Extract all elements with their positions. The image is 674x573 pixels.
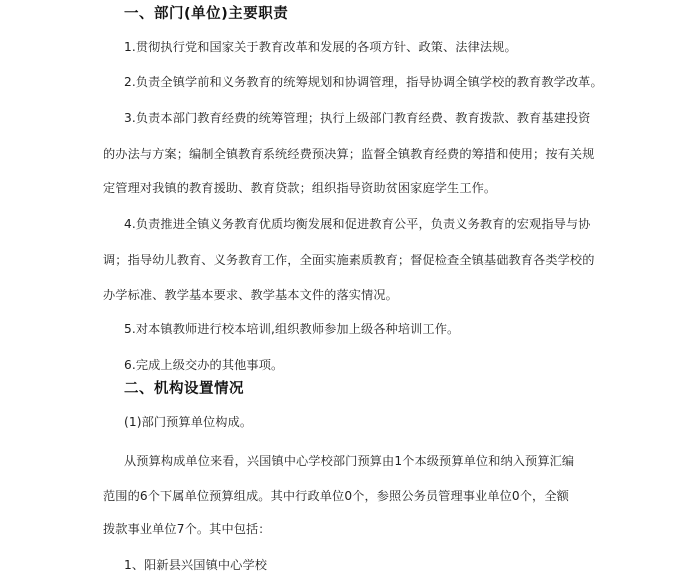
duty-item-2: 2.负责全镇学前和义务教育的统筹规划和协调管理，指导协调全镇学校的教育教学改革。 [124, 75, 603, 89]
duty-item-4-line-1: 4.负责推进全镇义务教育优质均衡发展和促进教育公平，负责义务教育的宏观指导与协 [124, 217, 591, 231]
duty-item-3-line-3: 定管理对我镇的教育援助、教育贷款；组织指导资助贫困家庭学生工作。 [103, 181, 497, 195]
duty-item-3-line-1: 3.负责本部门教育经费的统筹管理；执行上级部门教育经费、教育拨款、教育基建投资 [124, 111, 591, 125]
duty-item-6: 6.完成上级交办的其他事项。 [124, 358, 284, 372]
budget-paragraph-line-2: 范围的6个下属单位预算组成。其中行政单位0个，参照公务员管理事业单位0个，全额 [103, 489, 569, 503]
duty-item-1: 1.贯彻执行党和国家关于教育改革和发展的各项方针、政策、法律法规。 [124, 40, 517, 54]
duty-item-4-line-3: 办学标准、教学基本要求、教学基本文件的落实情况。 [103, 288, 398, 302]
duty-item-3-line-2: 的办法与方案；编制全镇教育系统经费预决算；监督全镇教育经费的筹措和使用；按有关规 [103, 147, 595, 161]
duty-item-5: 5.对本镇教师进行校本培训,组织教师参加上级各种培训工作。 [124, 322, 460, 336]
subheading-budget-units: (1)部门预算单位构成。 [124, 415, 253, 429]
unit-list-item-1: 1、阳新县兴国镇中心学校 [124, 558, 268, 572]
section-heading-organization: 二、机构设置情况 [124, 381, 244, 397]
duty-item-4-line-2: 调；指导幼儿教育、义务教育工作，全面实施素质教育；督促检查全镇基础教育各类学校的 [103, 253, 595, 267]
budget-paragraph-line-1: 从预算构成单位来看，兴国镇中心学校部门预算由1个本级预算单位和纳入预算汇编 [124, 454, 575, 468]
budget-paragraph-line-3: 拨款事业单位7个。其中包括： [103, 522, 271, 536]
section-heading-duties: 一、部门(单位)主要职责 [124, 6, 289, 22]
